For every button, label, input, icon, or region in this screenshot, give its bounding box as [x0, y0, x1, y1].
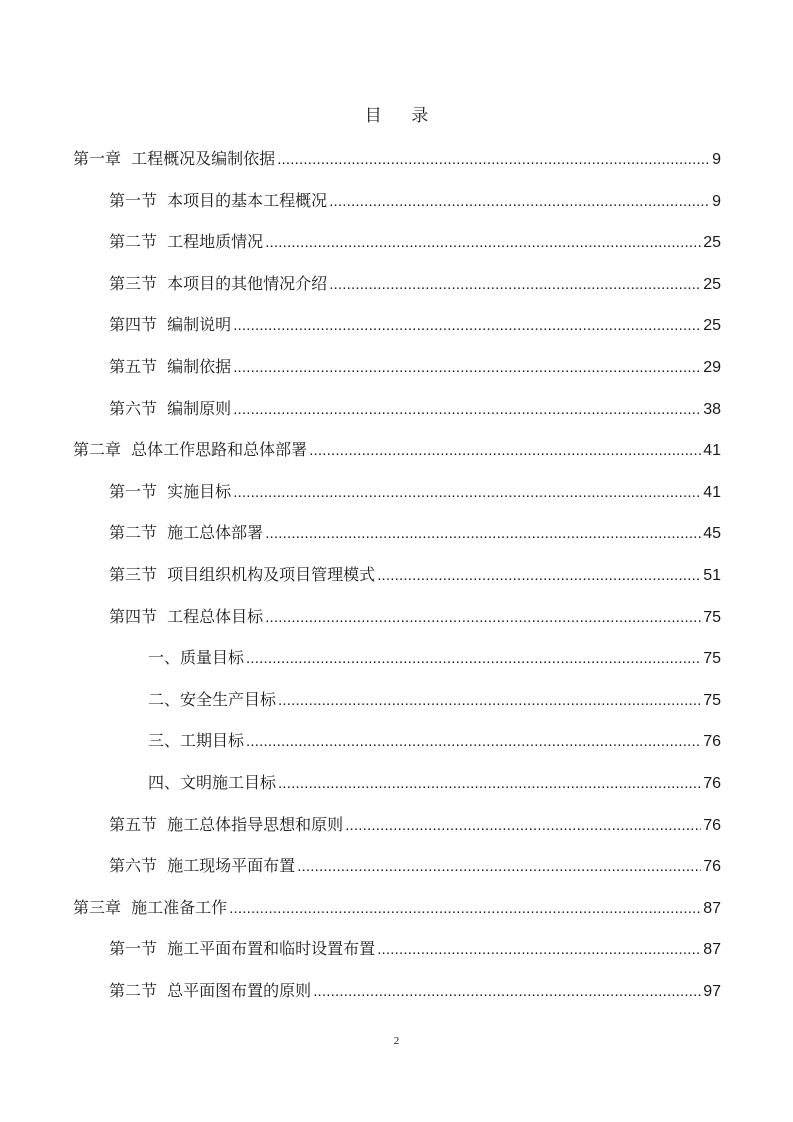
toc-entry-label: 第五节 施工总体指导思想和原则: [109, 814, 344, 834]
toc-entry-page: 76: [703, 858, 721, 876]
toc-entry[interactable]: [109, 354, 721, 380]
toc-entry-page: 76: [703, 733, 721, 751]
toc-dot-leader: [377, 937, 701, 963]
toc-dot-leader: [233, 397, 701, 423]
toc-entry[interactable]: [109, 271, 721, 297]
toc-entry-label: 三、工期目标: [148, 731, 245, 751]
toc-entry-page: 25: [703, 317, 721, 335]
toc-entry-page: 75: [703, 650, 721, 668]
toc-dot-leader: [265, 230, 701, 256]
toc-entry-label: 第四节 工程总体目标: [109, 606, 264, 626]
toc-entry-page: 87: [703, 941, 721, 959]
toc-entry[interactable]: [109, 188, 721, 214]
toc-entry[interactable]: [73, 437, 721, 463]
toc-entry[interactable]: [73, 146, 721, 172]
toc-dot-leader: [345, 813, 701, 839]
toc-entry-label: 第一章 工程概况及编制依据: [73, 149, 276, 168]
toc-entry-label: 第一节 本项目的基本工程概况: [109, 190, 328, 210]
toc-entry[interactable]: [109, 936, 721, 962]
toc-entry-label: 第六节 施工现场平面布置: [109, 856, 296, 876]
toc-entry-page: 76: [703, 775, 721, 792]
toc-entry[interactable]: [148, 645, 721, 671]
toc-dot-leader: [246, 646, 701, 672]
toc-entry-page: 75: [703, 608, 721, 626]
toc-entry-page: 41: [703, 442, 721, 460]
toc-entry-label: 四、文明施工目标: [148, 773, 277, 792]
toc-entry[interactable]: [109, 520, 721, 546]
toc-entry-page: 75: [703, 691, 721, 709]
toc-entry-label: 第六节 编制原则: [109, 398, 232, 418]
toc-entry-page: 76: [703, 816, 721, 834]
toc-dot-leader: [265, 605, 701, 631]
toc-entry-page: 9: [712, 151, 721, 168]
toc-entry-page: 38: [703, 400, 721, 418]
toc-entry[interactable]: [109, 853, 721, 879]
toc-entry-page: 87: [703, 899, 721, 917]
toc-entry[interactable]: [73, 895, 721, 921]
toc-entry-label: 第二章 总体工作思路和总体部署: [73, 440, 308, 460]
toc-entry[interactable]: [109, 312, 721, 338]
toc-entry[interactable]: [109, 479, 721, 505]
toc-dot-leader: [246, 729, 701, 755]
toc-entry-label: 第一节 实施目标: [109, 481, 232, 501]
toc-dot-leader: [229, 896, 701, 922]
toc-entry-page: 25: [703, 275, 721, 293]
toc-entry-label: 第四节 编制说明: [109, 315, 232, 335]
toc-entry[interactable]: [148, 770, 721, 796]
toc-title: 目 录: [364, 106, 441, 126]
toc-entry-label: 第五节 编制依据: [109, 357, 232, 376]
toc-dot-leader: [329, 272, 701, 298]
toc-entry[interactable]: [148, 687, 721, 713]
toc-entry-label: 第二节 总平面图布置的原则: [109, 981, 312, 1000]
toc-entry-label: 第一节 施工平面布置和临时设置布置: [109, 939, 376, 959]
toc-entry[interactable]: [109, 604, 721, 630]
toc-entry-label: 一、质量目标: [148, 648, 245, 668]
toc-dot-leader: [377, 563, 701, 589]
toc-entry-page: 25: [703, 234, 721, 252]
toc-dot-leader: [278, 771, 701, 797]
toc-entry[interactable]: [109, 396, 721, 422]
toc-dot-leader: [265, 521, 701, 547]
toc-dot-leader: [329, 189, 710, 215]
toc-dot-leader: [297, 854, 701, 880]
toc-entry[interactable]: [109, 562, 721, 588]
toc-dot-leader: [233, 480, 701, 506]
toc-entry-page: 51: [703, 567, 721, 584]
toc-entry-label: 第二节 工程地质情况: [109, 232, 264, 252]
toc-entry-page: 97: [703, 983, 721, 1000]
toc-entry-page: 45: [703, 525, 721, 543]
toc-entry[interactable]: [109, 229, 721, 255]
toc-entry[interactable]: [109, 978, 721, 1004]
toc-entry[interactable]: [148, 728, 721, 754]
toc-entry-label: 第三节 项目组织机构及项目管理模式: [109, 565, 376, 584]
toc-dot-leader: [233, 313, 701, 339]
toc-dot-leader: [277, 147, 710, 173]
toc-entry-label: 第三章 施工准备工作: [73, 897, 228, 917]
toc-dot-leader: [309, 438, 701, 464]
toc-entry-page: 9: [712, 192, 721, 210]
page-number: 2: [393, 1035, 400, 1047]
toc-dot-leader: [313, 979, 701, 1005]
toc-dot-leader: [278, 688, 701, 714]
toc-entry-page: 41: [703, 483, 721, 501]
toc-dot-leader: [233, 355, 701, 381]
toc-entry[interactable]: [109, 812, 721, 838]
toc-entry-label: 第二节 施工总体部署: [109, 523, 264, 543]
toc-entry-label: 二、安全生产目标: [148, 689, 277, 709]
toc-entry-page: 29: [703, 359, 721, 376]
toc-entry-label: 第三节 本项目的其他情况介绍: [109, 273, 328, 293]
